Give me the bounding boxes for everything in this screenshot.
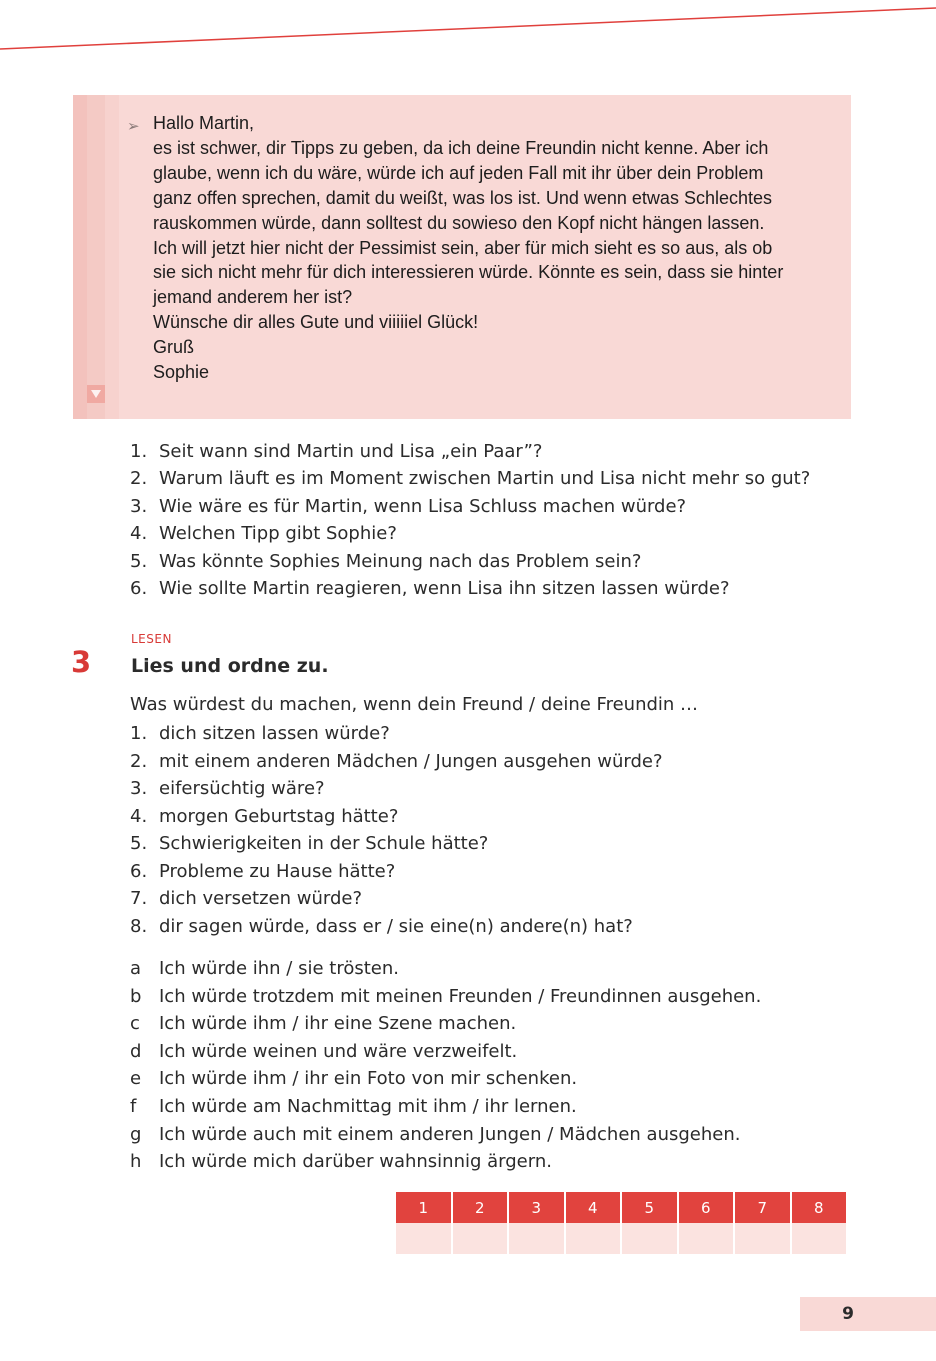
reaction-text: Ich würde weinen und wäre verzweifelt. bbox=[159, 1040, 518, 1062]
question-text: Was könnte Sophies Meinung nach das Problem sein? bbox=[159, 550, 642, 572]
answer-grid-header: 3 bbox=[509, 1192, 564, 1223]
letter-text bbox=[153, 111, 843, 385]
reaction-letter: g bbox=[130, 1123, 142, 1145]
situation-number: 1. bbox=[130, 723, 148, 744]
answer-grid-input-row bbox=[396, 1223, 846, 1254]
reaction-letter: a bbox=[130, 958, 142, 979]
question-number: 4. bbox=[130, 523, 148, 545]
exercise-number: 3 bbox=[71, 645, 92, 679]
letter-line: es ist schwer, dir Tipps zu geben, da ich deine Freundin nicht kenne. Aber ich bbox=[153, 137, 769, 158]
letter-line: Hallo Martin, bbox=[153, 113, 255, 133]
reaction-letter: b bbox=[130, 985, 142, 1007]
situation-text: Probleme zu Hause hätte? bbox=[159, 860, 396, 882]
situation-item bbox=[130, 858, 663, 886]
question-text: Wie sollte Martin reagieren, wenn Lisa ihn sitzen lassen würde? bbox=[159, 577, 730, 599]
question-number: 6. bbox=[130, 577, 148, 599]
answer-cell-2[interactable] bbox=[453, 1223, 508, 1254]
exercise-title: Lies und ordne zu. bbox=[131, 655, 329, 677]
situation-item bbox=[130, 803, 663, 831]
reaction-letter: e bbox=[130, 1068, 142, 1090]
answer-grid-header: 7 bbox=[735, 1192, 790, 1223]
question-number: 5. bbox=[130, 550, 148, 572]
letter-line: glaube, wenn ich du wäre, würde ich auf jeden Fall mit ihr über dein Problem bbox=[153, 162, 764, 183]
reaction-item bbox=[130, 1093, 761, 1121]
letter-line: Sophie bbox=[153, 362, 210, 383]
letter-line: ganz offen sprechen, damit du weißt, was los ist. Und wenn etwas Schlechtes bbox=[153, 187, 772, 208]
situation-list bbox=[130, 720, 663, 940]
answer-cell-6[interactable] bbox=[679, 1223, 734, 1254]
page-number-box bbox=[800, 1297, 936, 1331]
reaction-item bbox=[130, 1065, 761, 1093]
situation-number: 2. bbox=[130, 750, 148, 772]
answer-grid bbox=[394, 1192, 848, 1254]
top-decorative-line bbox=[0, 0, 936, 60]
answer-grid-header-row bbox=[396, 1192, 846, 1223]
comprehension-questions bbox=[130, 438, 810, 602]
letter-side-stripe bbox=[73, 95, 119, 419]
reaction-item bbox=[130, 1121, 761, 1149]
situation-text: dir sagen würde, dass er / sie eine(n) andere(n) hat? bbox=[159, 915, 633, 937]
answer-cell-1[interactable] bbox=[396, 1223, 451, 1254]
reaction-text: Ich würde mich darüber wahnsinnig ärgern. bbox=[159, 1151, 552, 1173]
question-text: Wie wäre es für Martin, wenn Lisa Schluss machen würde? bbox=[159, 495, 687, 517]
situation-item bbox=[130, 913, 663, 941]
letter-line: rauskommen würde, dann solltest du sowieso den Kopf nicht hängen lassen. bbox=[153, 212, 765, 233]
situation-number: 8. bbox=[130, 915, 148, 937]
letter-line: sie sich nicht mehr für dich interessieren würde. Könnte es sein, dass sie hinter bbox=[153, 262, 784, 283]
situation-number: 6. bbox=[130, 860, 148, 882]
question-number: 1. bbox=[130, 441, 148, 462]
reaction-letter: c bbox=[130, 1013, 140, 1035]
question-item bbox=[130, 493, 810, 520]
reaction-text: Ich würde am Nachmittag mit ihm / ihr lernen. bbox=[159, 1095, 577, 1117]
reaction-item bbox=[130, 1148, 761, 1176]
situation-item bbox=[130, 748, 663, 776]
situation-text: Schwierigkeiten in der Schule hätte? bbox=[159, 833, 489, 854]
reaction-item bbox=[130, 1038, 761, 1066]
question-item bbox=[130, 548, 810, 575]
answer-cell-3[interactable] bbox=[509, 1223, 564, 1254]
situation-text: eifersüchtig wäre? bbox=[159, 778, 325, 799]
situation-item bbox=[130, 885, 663, 913]
answer-grid-header: 4 bbox=[566, 1192, 621, 1223]
letter-line: jemand anderem her ist? bbox=[153, 287, 353, 308]
situation-number: 3. bbox=[130, 778, 148, 799]
reaction-letter: d bbox=[130, 1040, 142, 1062]
answer-grid-header: 6 bbox=[679, 1192, 734, 1223]
question-number: 2. bbox=[130, 468, 148, 490]
question-item bbox=[130, 520, 810, 547]
situation-item bbox=[130, 775, 663, 803]
reply-arrow-icon: ➢ bbox=[127, 118, 140, 135]
reaction-letter: h bbox=[130, 1151, 142, 1173]
reaction-letter: f bbox=[130, 1095, 137, 1117]
letter-line: Gruß bbox=[153, 337, 195, 358]
question-item bbox=[130, 575, 810, 602]
reaction-item bbox=[130, 1010, 761, 1038]
question-text: Warum läuft es im Moment zwischen Martin und Lisa nicht mehr so gut? bbox=[159, 468, 811, 490]
question-text: Seit wann sind Martin und Lisa „ein Paar”? bbox=[159, 441, 543, 462]
situation-text: dich versetzen würde? bbox=[159, 888, 363, 909]
page-number: 9 bbox=[842, 1304, 854, 1324]
letter-line: Wünsche dir alles Gute und viiiiiel Glück! bbox=[153, 312, 479, 333]
question-item bbox=[130, 465, 810, 492]
exercise-intro: Was würdest du machen, wenn dein Freund / deine Freundin … bbox=[130, 694, 699, 715]
question-item bbox=[130, 438, 810, 465]
reaction-text: Ich würde ihm / ihr ein Foto von mir schenken. bbox=[159, 1068, 578, 1090]
reaction-text: Ich würde auch mit einem anderen Jungen / Mädchen ausgehen. bbox=[159, 1123, 741, 1145]
answer-cell-4[interactable] bbox=[566, 1223, 621, 1254]
reaction-text: Ich würde ihm / ihr eine Szene machen. bbox=[159, 1013, 517, 1035]
triangle-down-icon bbox=[87, 385, 105, 403]
reaction-list bbox=[130, 955, 761, 1176]
situation-number: 7. bbox=[130, 888, 148, 909]
situation-item bbox=[130, 720, 663, 748]
answer-grid-header: 5 bbox=[622, 1192, 677, 1223]
letter-box bbox=[73, 95, 851, 419]
situation-text: mit einem anderen Mädchen / Jungen ausgehen würde? bbox=[159, 750, 663, 772]
answer-cell-5[interactable] bbox=[622, 1223, 677, 1254]
section-label: LESEN bbox=[131, 632, 172, 646]
situation-number: 4. bbox=[130, 805, 148, 827]
situation-item bbox=[130, 830, 663, 858]
reaction-text: Ich würde trotzdem mit meinen Freunden / Freundinnen ausgehen. bbox=[159, 985, 762, 1007]
answer-cell-7[interactable] bbox=[735, 1223, 790, 1254]
reaction-item bbox=[130, 955, 761, 983]
letter-line: Ich will jetzt hier nicht der Pessimist sein, aber für mich sieht es so aus, als ob bbox=[153, 237, 773, 258]
situation-number: 5. bbox=[130, 833, 148, 854]
situation-text: dich sitzen lassen würde? bbox=[159, 723, 390, 744]
situation-text: morgen Geburtstag hätte? bbox=[159, 805, 399, 827]
question-number: 3. bbox=[130, 495, 148, 517]
question-text: Welchen Tipp gibt Sophie? bbox=[159, 523, 397, 545]
answer-grid-header: 8 bbox=[792, 1192, 847, 1223]
reaction-text: Ich würde ihn / sie trösten. bbox=[159, 958, 399, 979]
answer-grid-header: 2 bbox=[453, 1192, 508, 1223]
reaction-item bbox=[130, 983, 761, 1011]
answer-grid-header: 1 bbox=[396, 1192, 451, 1223]
answer-cell-8[interactable] bbox=[792, 1223, 847, 1254]
